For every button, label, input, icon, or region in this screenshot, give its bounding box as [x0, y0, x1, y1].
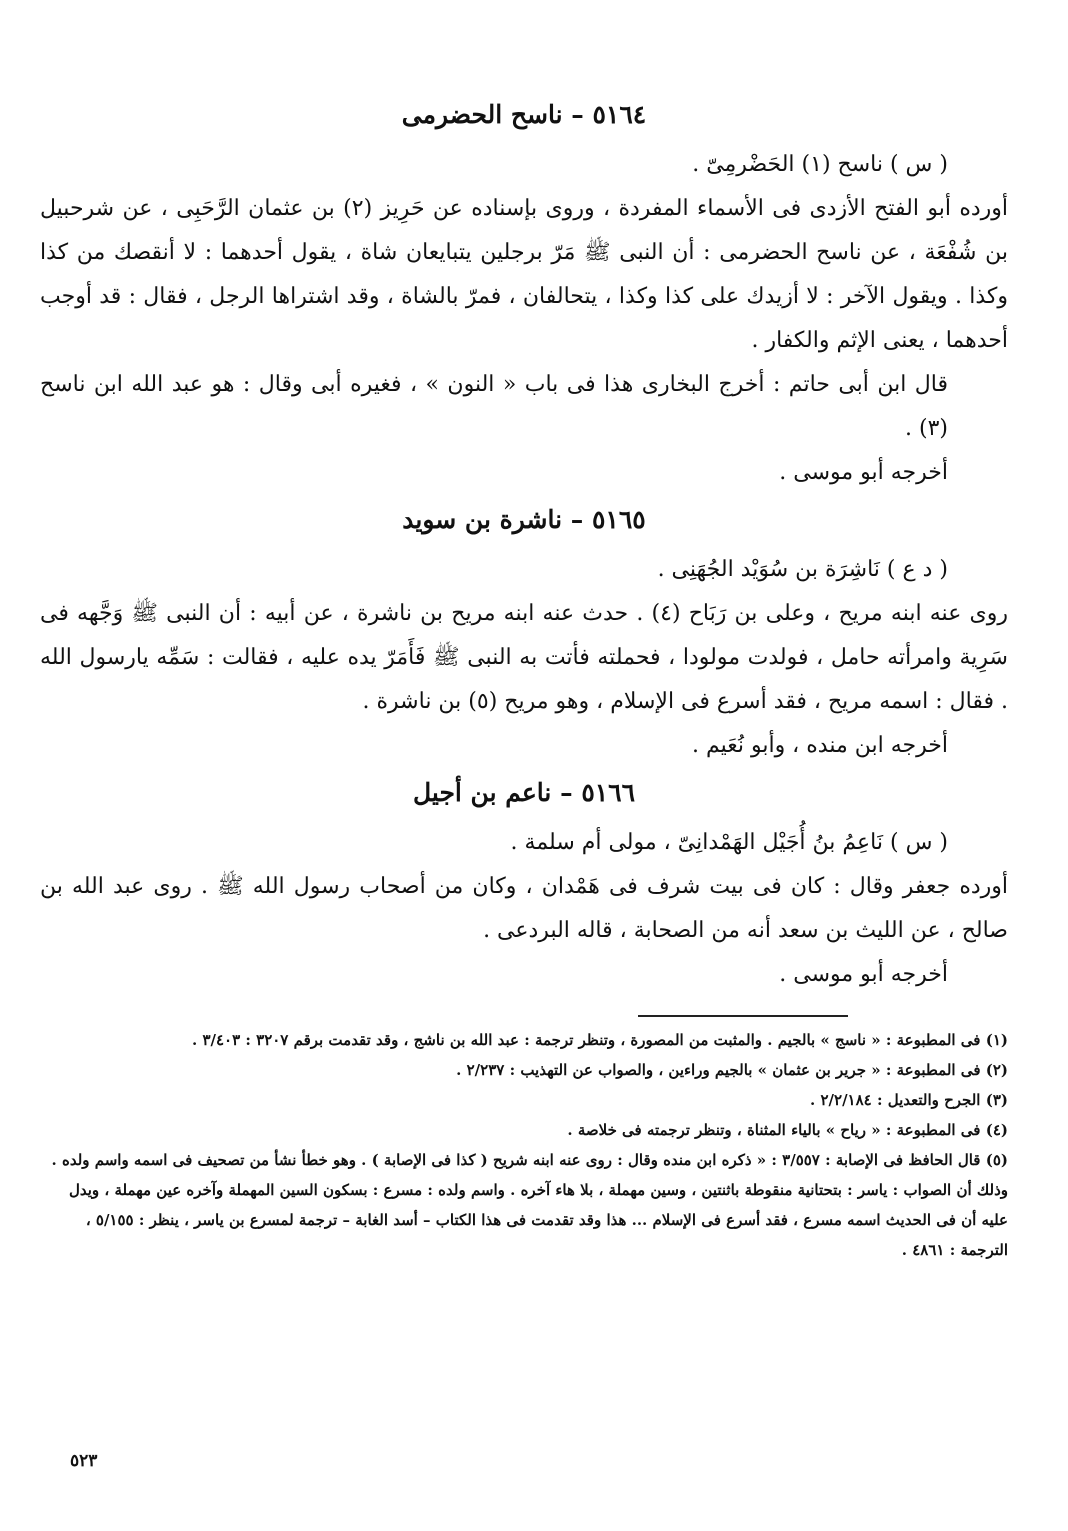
entry-number: ٥١٦٥	[591, 505, 646, 534]
entry-source: أخرجه ابن منده ، وأبو نُعَيم .	[691, 733, 948, 758]
entry-paragraph: روى عنه ابنه مريح ، وعلى بن رَبَاح (٤) . حدث عنه ابنه مريح بن ناشرة ، عن أبيه : أن النبى ﷺ وَجَّهه فى سَرِية وامرأته حامل ، فولدت مولودا ، فحملته فأتت به النبى ﷺ فَأَمَرّ يده عليه ، فقالت : سَمِّه يارسول الله . فقال : اسمه مريح ، فقد أسرع فى الإسلام ، وهو مريح (٥) بن ناشرة .	[40, 601, 1008, 714]
entry-paragraph: قال ابن أبى حاتم : أخرج البخارى هذا فى باب « النون » ، فغيره أبى وقال : هو عبد الله ابن ناسح (٣) .	[40, 372, 948, 441]
footnote-text: قال الحافظ فى الإصابة : ٣/٥٥٧ : « ذكره ابن منده وقال : روى عنه ابنه شريح ( كذا فى الإصابة ) . وهو خطأ نشأ من تصحيف فى اسمه واسم ولده . وذلك أن الصواب : ياسر : بتحتانية منقوطة باثنتين ، وسين مهملة ، بلا هاء آخره . واسم ولده : مسرع : بسكون السين المهملة وآخره عين مهملة ، ويدل عليه أن فى الحديث اسمه مسرع ، فقد أسرع فى الإسلام ... هذا وقد تقدمت فى هذا الكتاب – أسد الغابة – ترجمة لمسرع بن ياسر ، ينظر : ٥/١٥٥ ، الترجمة : ٤٨٦١ .	[51, 1151, 1008, 1259]
footnote-number: (٣)	[985, 1091, 1008, 1109]
entry-name: ناعم بن أجيل	[412, 778, 552, 807]
footnote-number: (١)	[985, 1031, 1008, 1049]
footnote-text: فى المطبوعة : « جرير بن عثمان » بالجيم وراءين ، والصواب عن التهذيب : ٢/٢٣٧ .	[456, 1061, 981, 1079]
entry-number: ٥١٦٤	[592, 100, 647, 129]
footnote	[40, 1025, 1008, 1055]
footnote	[40, 1085, 1008, 1115]
entry-title: ٥١٦٦ – ناعم بن أجيل	[412, 778, 636, 807]
footnote-divider	[638, 1015, 848, 1017]
footnote-text: الجرح والتعديل : ٢/٢/١٨٤ .	[810, 1091, 981, 1109]
entry-5165	[40, 505, 1008, 768]
entry-title: ٥١٦٥ – ناشرة بن سويد	[402, 505, 646, 534]
entry-name: ناسح الحضرمى	[401, 100, 563, 129]
footnote-text: فى المطبوعة : « ناسج » بالجيم . والمثبت من المصورة ، وتنظر ترجمة : عبد الله بن ناشج ، وقد تقدمت برقم ٣٢٠٧ : ٣/٤٠٣ .	[191, 1031, 981, 1049]
footnote	[40, 1145, 1008, 1265]
entry-source: أخرجه أبو موسى .	[779, 460, 948, 485]
entry-title: ٥١٦٤ – ناسح الحضرمى	[401, 100, 647, 129]
entry-heading-line: ( س ) نَاعِمُ بنُ أُجَيْل الهَمْدانِىّ ، مولى أم سلمة .	[510, 830, 948, 855]
footnote	[40, 1115, 1008, 1145]
entry-paragraph: أورده أبو الفتح الأزدى فى الأسماء المفردة ، وروى بإسناده عن حَرِيز (٢) بن عثمان الرَّحَبِى ، عن شرحبيل بن شُفْعَة ، عن ناسح الحضرمى : أن النبى ﷺ مَرّ برجلين يتبايعان شاة ، يقول أحدهما : لا أنقصك من كذا وكذا . ويقول الآخر : لا أزيدك على كذا وكذا ، يتحالفان ، فمرّ بالشاة ، وقد اشتراها الرجل ، فقال : قد أوجب أحدهما ، يعنى الإثم والكفار .	[40, 196, 1009, 353]
footnote	[40, 1055, 1008, 1085]
entry-5166	[40, 778, 1008, 997]
footnotes	[40, 1025, 1008, 1265]
entry-number: ٥١٦٦	[581, 778, 636, 807]
entry-heading-line: ( د ع ) نَاشِرَة بن سُوَيْد الجُهَنِى .	[657, 557, 948, 582]
footnote-number: (٥)	[985, 1151, 1008, 1169]
page-number: ٥٢٣	[70, 1451, 98, 1471]
footnote-number: (٢)	[985, 1061, 1008, 1079]
entry-source: أخرجه أبو موسى .	[779, 962, 948, 987]
entry-paragraph: أورده جعفر وقال : كان فى بيت شرف فى هَمْدان ، وكان من أصحاب رسول الله ﷺ . روى عبد الله بن صالح ، عن الليث بن سعد أنه من الصحابة ، قاله البردعى .	[40, 874, 1008, 943]
footnote-text: فى المطبوعة : « رياح » بالياء المثناة ، وتنظر ترجمته فى خلاصة .	[567, 1121, 981, 1139]
footnote-number: (٤)	[985, 1121, 1008, 1139]
entry-5164	[40, 100, 1008, 495]
entry-heading-line: ( س ) ناسح (١) الحَضْرمِىّ .	[692, 152, 948, 177]
entry-name: ناشرة بن سويد	[402, 505, 563, 534]
